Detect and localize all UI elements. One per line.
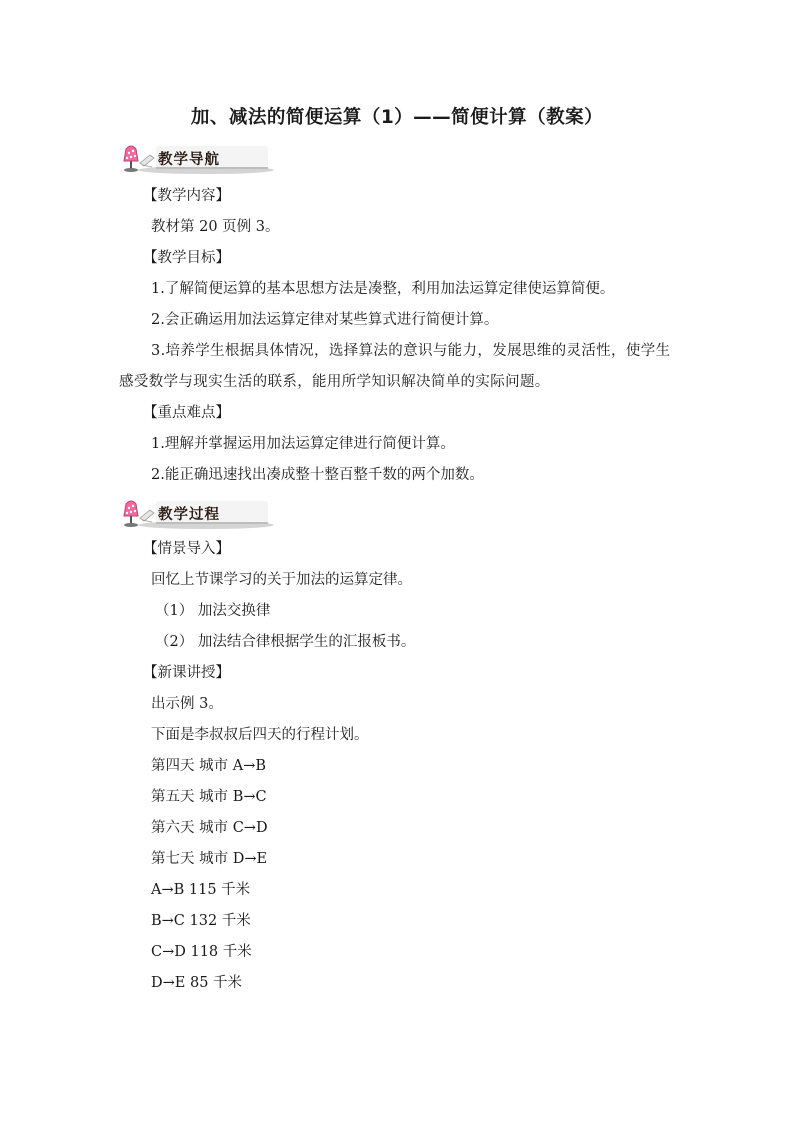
schedule-row: 第四天 城市 A→B bbox=[151, 758, 266, 774]
section-label-guide: 教学导航 bbox=[158, 152, 220, 168]
distance-row: A→B 115 千米 bbox=[151, 882, 251, 898]
section-banner-process bbox=[116, 496, 276, 532]
goal-item-2: 2.会正确运用加法运算定律对某些算式进行简便计算。 bbox=[151, 312, 499, 328]
new-lesson-text-1: 出示例 3。 bbox=[151, 696, 223, 712]
heading-intro: 【情景导入】 bbox=[143, 541, 230, 557]
content-text: 教材第 20 页例 3。 bbox=[151, 219, 280, 235]
heading-key-points: 【重点难点】 bbox=[143, 405, 230, 421]
distance-row: C→D 118 千米 bbox=[151, 944, 252, 960]
heading-new-lesson: 【新课讲授】 bbox=[143, 665, 230, 681]
section-label-process: 教学过程 bbox=[158, 507, 220, 523]
heading-goals: 【教学目标】 bbox=[143, 250, 230, 266]
goal-item-3: 3.培养学生根据具体情况，选择算法的意识与能力，发展思维的灵活性，使学生感受数学与现实生活的联系，能用所学知识解决简单的实际问题。 bbox=[119, 343, 671, 390]
intro-item-1: （1） 加法交换律 bbox=[155, 603, 271, 619]
distance-row: B→C 132 千米 bbox=[151, 913, 251, 929]
page-title: 加、减法的简便运算（1）——简便计算（教案） bbox=[190, 107, 604, 128]
intro-text: 回忆上节课学习的关于加法的运算定律。 bbox=[151, 572, 412, 588]
intro-item-2: （2） 加法结合律根据学生的汇报板书。 bbox=[155, 634, 416, 650]
goal-item-1: 1.了解简便运算的基本思想方法是凑整，利用加法运算定律使运算简便。 bbox=[151, 281, 615, 297]
distance-row: D→E 85 千米 bbox=[151, 975, 243, 991]
heading-content: 【教学内容】 bbox=[143, 188, 230, 204]
key-point-2: 2.能正确迅速找出凑成整十整百整千数的两个加数。 bbox=[151, 467, 484, 483]
schedule-row: 第六天 城市 C→D bbox=[151, 820, 268, 836]
new-lesson-text-2: 下面是李叔叔后四天的行程计划。 bbox=[151, 727, 369, 743]
section-banner-guide bbox=[116, 141, 276, 177]
key-point-1: 1.理解并掌握运用加法运算定律进行简便计算。 bbox=[151, 436, 455, 452]
schedule-row: 第七天 城市 D→E bbox=[151, 851, 268, 867]
schedule-row: 第五天 城市 B→C bbox=[151, 789, 267, 805]
